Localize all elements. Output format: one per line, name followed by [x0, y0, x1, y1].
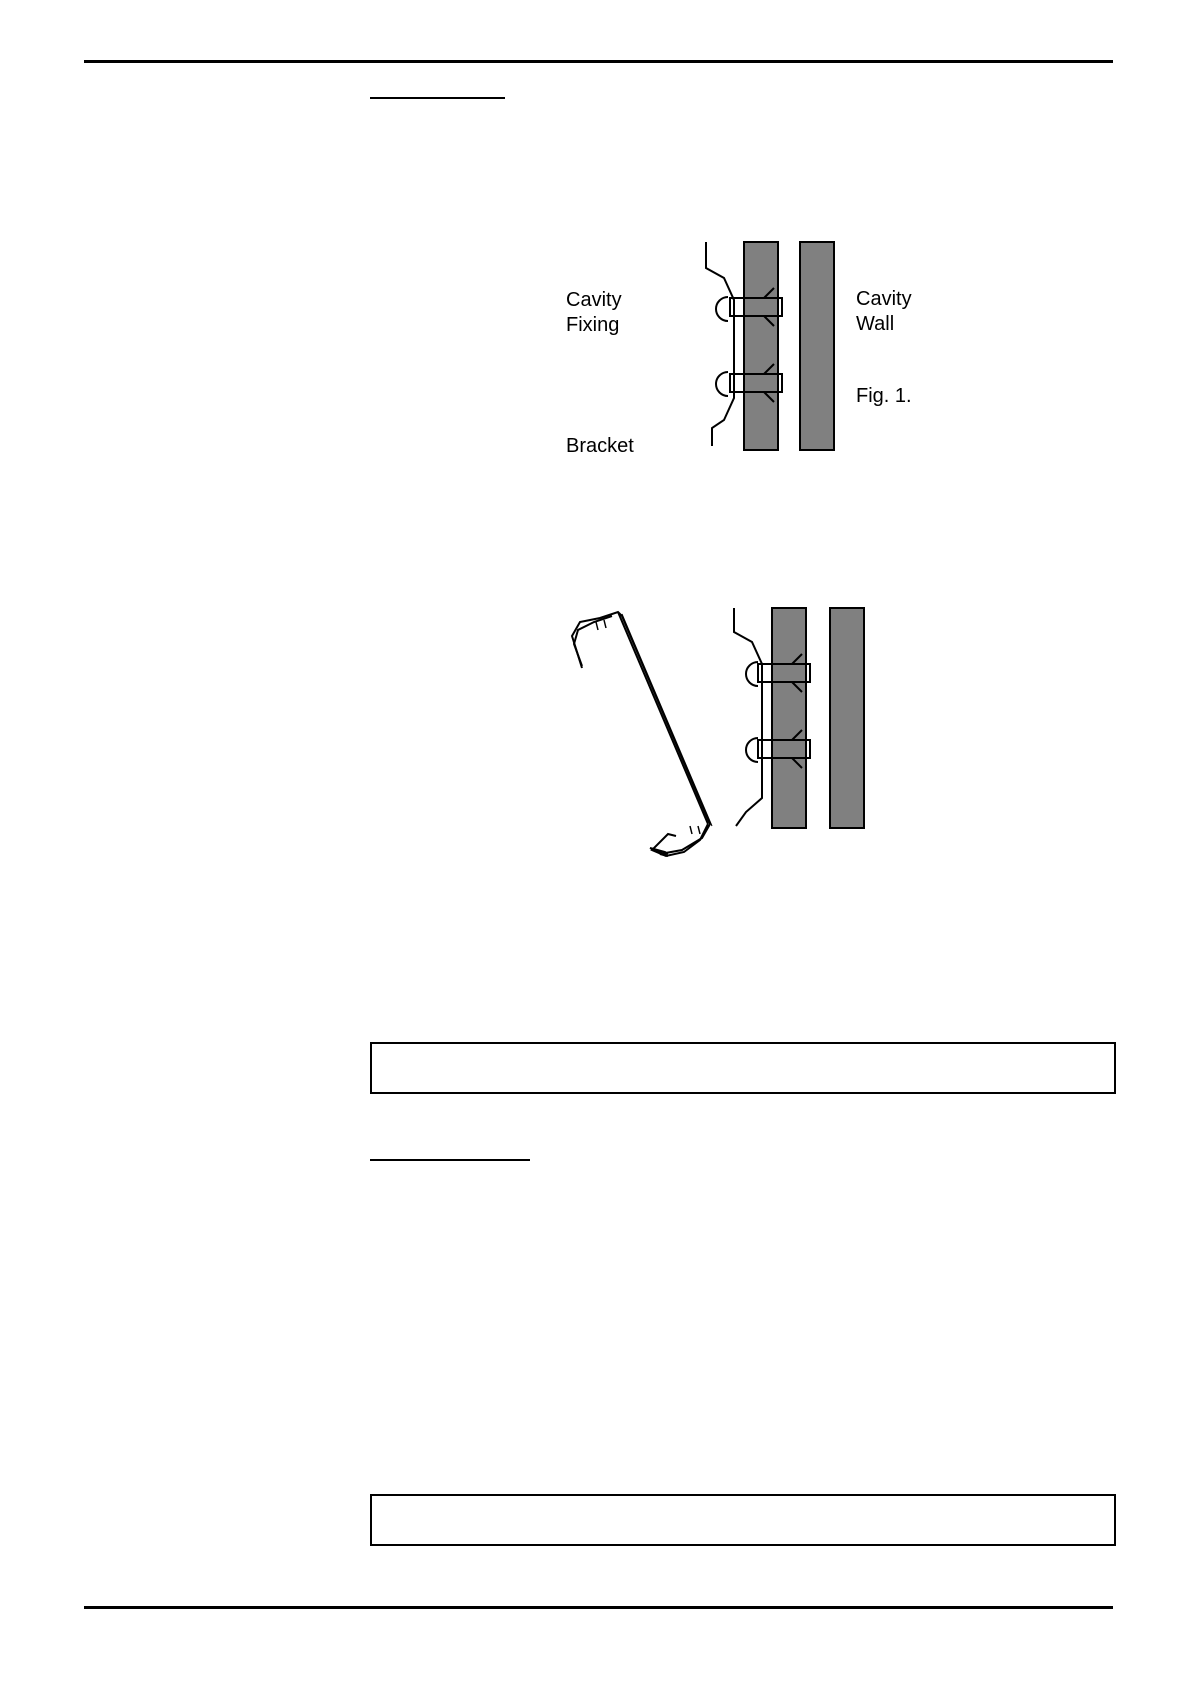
- label-cavity-fixing-line2: Fixing: [566, 314, 620, 336]
- notice-box-2: [370, 1494, 1116, 1546]
- inner-wall-leaf-2: [772, 608, 806, 828]
- fixing-head-1: [716, 297, 728, 321]
- inner-wall-leaf: [744, 242, 778, 450]
- label-cavity-wall-line1: Cavity: [856, 288, 912, 310]
- outer-wall-leaf-2: [830, 608, 864, 828]
- bracket-profile-2: [734, 608, 762, 826]
- label-cavity-fixing-line1: Cavity: [566, 289, 622, 311]
- notice-box-1: [370, 1042, 1116, 1094]
- fixing-head-2: [716, 372, 728, 396]
- section-heading-underline-2: [370, 1159, 530, 1161]
- header-rule: [84, 60, 1113, 63]
- footer-rule: [84, 1606, 1113, 1609]
- figure-caption: Fig. 1.: [856, 385, 912, 407]
- bracket-profile: [706, 242, 734, 446]
- label-bracket: Bracket: [566, 435, 634, 457]
- section-heading-underline: [370, 97, 505, 99]
- label-cavity-wall-line2: Wall: [856, 313, 895, 335]
- fixing-head-3: [746, 662, 758, 686]
- figure-2-diagram: [0, 600, 1191, 900]
- gutter-profile: [572, 612, 710, 856]
- outer-wall-leaf: [800, 242, 834, 450]
- fixing-head-4: [746, 738, 758, 762]
